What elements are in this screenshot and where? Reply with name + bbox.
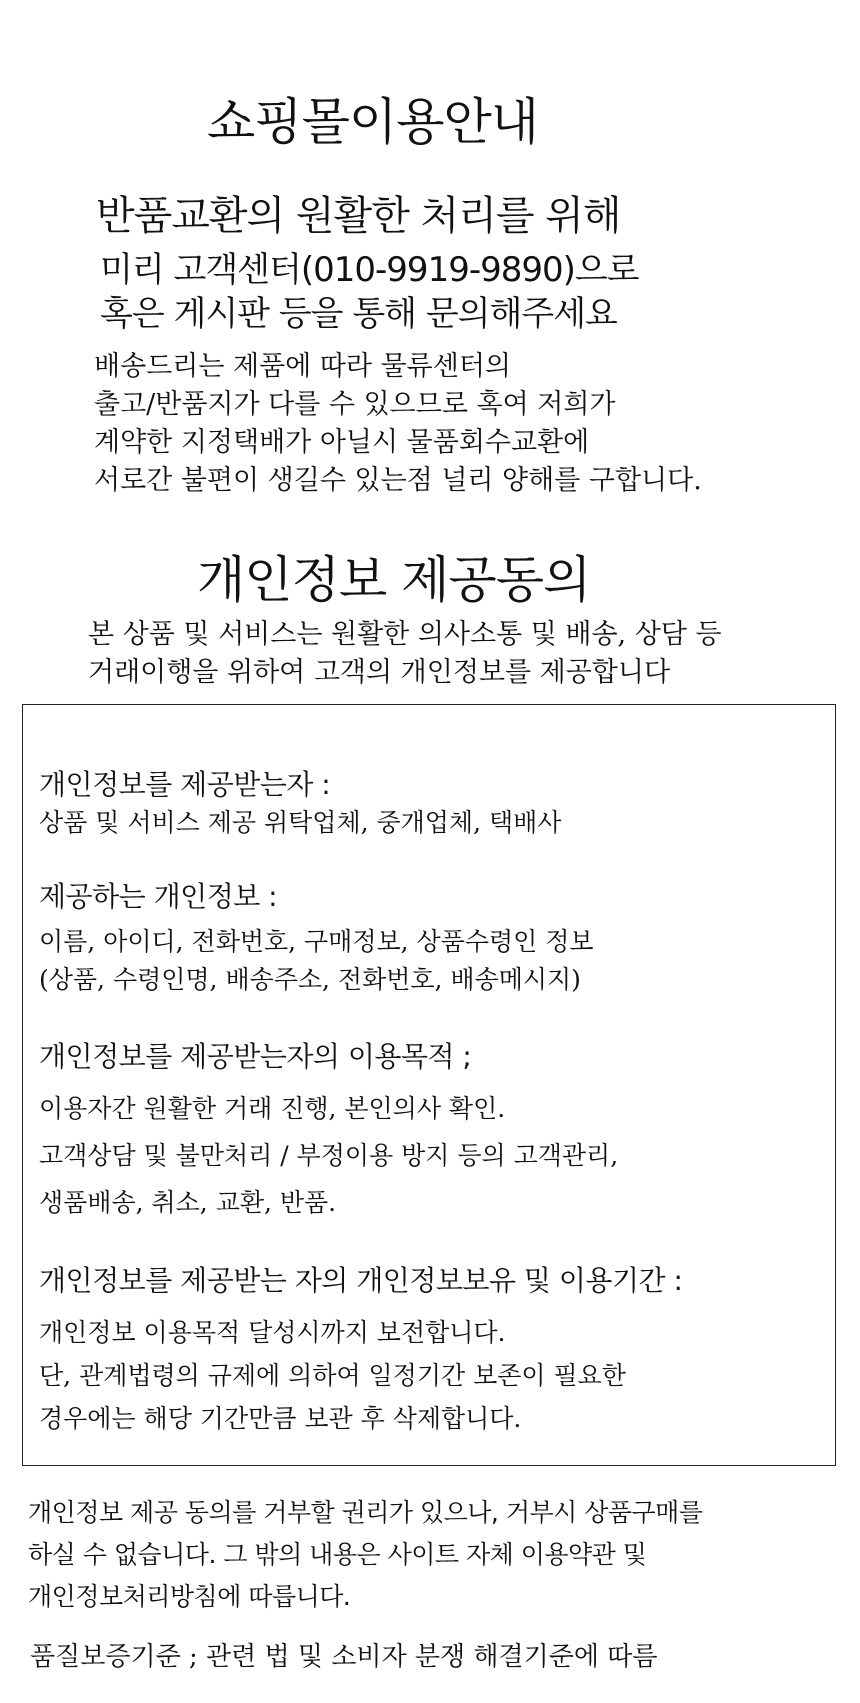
contact-line-2: 혹은 게시판 등을 통해 문의해주세요 <box>100 294 617 334</box>
retention-line: 개인정보 이용목적 달성시까지 보전합니다. <box>39 1318 506 1347</box>
return-exchange-subtitle: 반품교환의 원활한 처리를 위해 <box>96 193 621 239</box>
privacy-consent-title: 개인정보 제공동의 <box>197 551 591 609</box>
refusal-line: 하실 수 없습니다. 그 밖의 내용은 사이트 자체 이용약관 및 <box>28 1540 647 1569</box>
recipient-heading: 개인정보를 제공받는자 : <box>39 768 331 801</box>
retention-heading: 개인정보를 제공받는 자의 개인정보보유 및 이용기간 : <box>39 1264 683 1297</box>
purpose-list <box>39 1085 618 1226</box>
items-heading: 제공하는 개인정보 : <box>39 880 278 913</box>
items-line: 이름, 아이디, 전화번호, 구매정보, 상품수령인 정보 <box>39 927 594 956</box>
shipping-notice-line: 계약한 지정택배가 아닐시 물품회수교환에 <box>94 427 590 458</box>
shipping-notice-line: 출고/반품지가 다를 수 있으므로 혹여 저희가 <box>94 389 616 420</box>
quality-standard: 품질보증기준 ; 관련 법 및 소비자 분쟁 해결기준에 따름 <box>30 1642 658 1672</box>
retention-line: 경우에는 해당 기간만큼 보관 후 삭제합니다. <box>39 1404 522 1433</box>
purpose-line: 생품배송, 취소, 교환, 반품. <box>39 1188 337 1217</box>
purpose-line: 이용자간 원활한 거래 진행, 본인의사 확인. <box>39 1094 506 1123</box>
retention-list <box>39 1311 626 1440</box>
items-line: (상품, 수령인명, 배송주소, 전화번호, 배송메시지) <box>39 965 581 994</box>
privacy-intro <box>88 616 722 692</box>
shipping-notice-line: 서로간 불편이 생길수 있는점 널리 양해를 구합니다. <box>94 465 702 496</box>
privacy-details-box <box>22 704 836 1466</box>
contact-line-1: 미리 고객센터(010-9919-9890)으로 <box>100 250 639 290</box>
refusal-notice <box>28 1492 702 1618</box>
shipping-notice <box>94 348 702 500</box>
privacy-intro-line: 거래이행을 위하여 고객의 개인정보를 제공합니다 <box>88 657 671 688</box>
page-title: 쇼핑몰이용안내 <box>207 93 539 151</box>
purpose-heading: 개인정보를 제공받는자의 이용목적 ; <box>39 1040 472 1073</box>
recipient-text: 상품 및 서비스 제공 위탁업체, 중개업체, 택배사 <box>39 808 562 837</box>
items-list <box>39 923 594 999</box>
purpose-line: 고객상담 및 불만처리 / 부정이용 방지 등의 고객관리, <box>39 1141 619 1170</box>
refusal-line: 개인정보 제공 동의를 거부할 권리가 있으나, 거부시 상품구매를 <box>28 1498 703 1527</box>
shipping-notice-line: 배송드리는 제품에 따라 물류센터의 <box>94 351 511 382</box>
privacy-intro-line: 본 상품 및 서비스는 원활한 의사소통 및 배송, 상담 등 <box>88 619 722 650</box>
retention-line: 단, 관계법령의 규제에 의하여 일정기간 보존이 필요한 <box>39 1361 626 1390</box>
refusal-line: 개인정보처리방침에 따릅니다. <box>28 1582 351 1611</box>
